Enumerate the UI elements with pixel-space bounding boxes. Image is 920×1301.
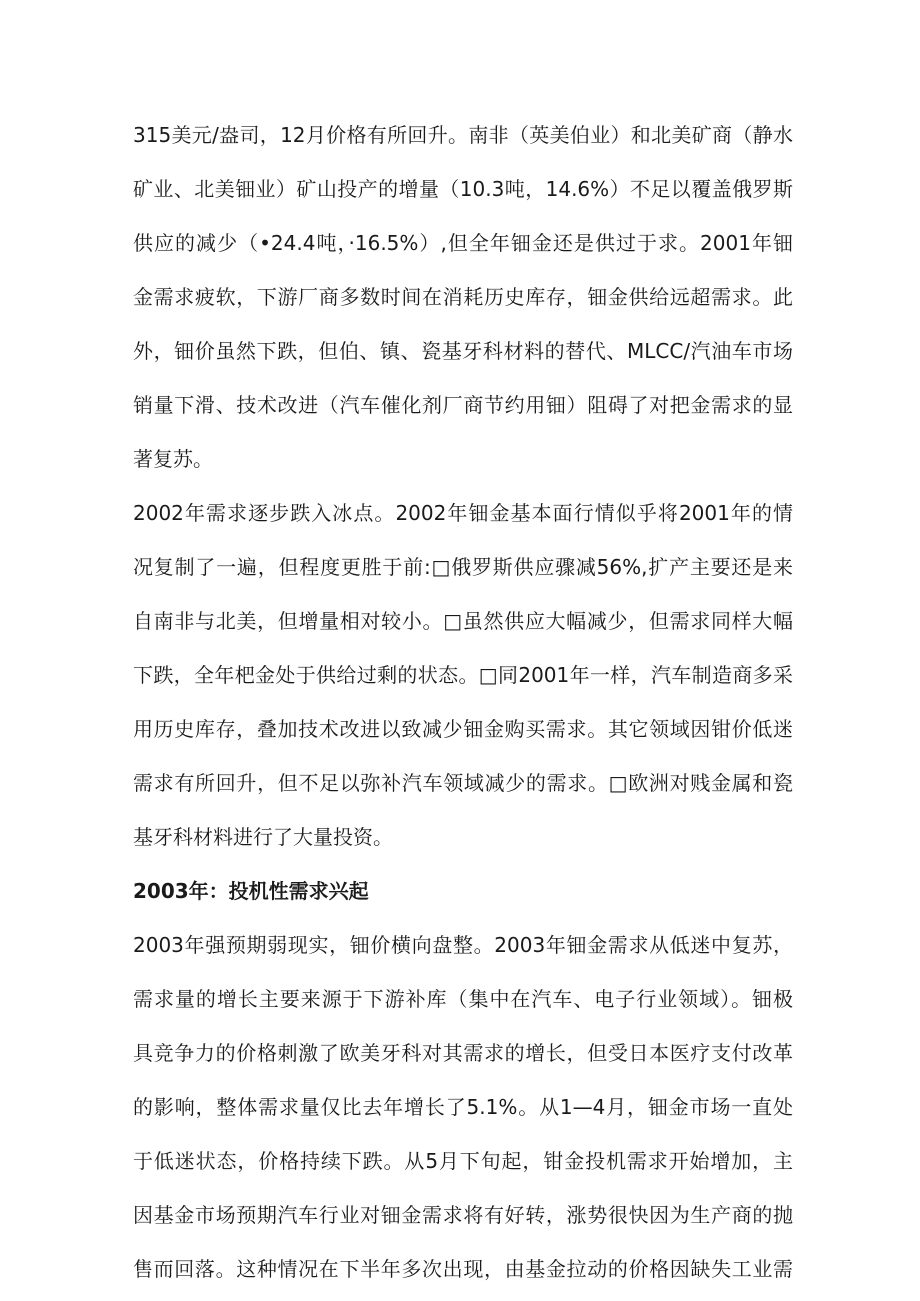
- paragraph-line: 销量下滑、技术改进（汽车催化剂厂商节约用钿）阻碍了对把金需求的显: [133, 393, 793, 417]
- document-body: [133, 108, 793, 1296]
- paragraph-line: 因基金市场预期汽车行业对钿金需求将有好转，涨势很快因为生产商的抛: [133, 1203, 793, 1227]
- paragraph-line: 于低迷状态，价格持续下跌。从5月下旬起，钳金投机需求开始增加，主: [133, 1149, 793, 1173]
- paragraph-line: 外，钿价虽然下跌，但伯、镇、瓷基牙科材料的替代、MLCC/汽油车市场: [133, 339, 793, 363]
- paragraph-line: 用历史库存，叠加技术改进以致减少钿金购买需求。其它领域因钳价低迷: [133, 717, 793, 741]
- paragraph-line: 315美元/盎司，12月价格有所回升。南非（英美伯业）和北美矿商（静水: [133, 123, 793, 147]
- paragraph-line: 著复苏。: [133, 447, 213, 471]
- paragraph-line: 基牙科材料进行了大量投资。: [133, 825, 393, 849]
- paragraph-line: 金需求疲软，下游厂商多数时间在消耗历史库存，钿金供给远超需求。此: [133, 285, 793, 309]
- paragraph-line: 下跌，全年杷金处于供给过剩的状态。□同2001年一样，汽车制造商多采: [133, 663, 793, 687]
- paragraph-line: 供应的减少（•24.4吨，·16.5%）,但全年钿金还是供过于求。2001年钿: [133, 231, 793, 255]
- paragraph-line: 况复制了一遍，但程度更胜于前:□俄罗斯供应骤减56%,扩产主要还是来: [133, 555, 793, 579]
- paragraph-line: 2002年需求逐步跌入冰点。2002年钿金基本面行情似乎将2001年的情: [133, 501, 793, 525]
- paragraph-line: 矿业、北美钿业）矿山投产的增量（10.3吨，14.6%）不足以覆盖俄罗斯: [133, 177, 793, 201]
- paragraph-line: 需求量的增长主要来源于下游补库（集中在汽车、电子行业领域）。钿极: [133, 987, 793, 1011]
- paragraph-line: 售而回落。这种情况在下半年多次出现，由基金拉动的价格因缺失工业需: [133, 1257, 793, 1281]
- paragraph-line: 的影响，整体需求量仅比去年增长了5.1%。从1—4月，钿金市场一直处: [133, 1095, 793, 1119]
- paragraph-line: 2003年强预期弱现实，钿价横向盘整。2003年钿金需求从低迷中复苏，: [133, 933, 793, 957]
- section-heading: 2003年：投机性需求兴起: [133, 879, 369, 903]
- paragraph-line: 自南非与北美，但增量相对较小。□虽然供应大幅减少，但需求同样大幅: [133, 609, 793, 633]
- paragraph-line: 具竞争力的价格刺激了欧美牙科对其需求的增长，但受日本医疗支付改革: [133, 1041, 793, 1065]
- paragraph-line: 需求有所回升，但不足以弥补汽车领域减少的需求。□欧洲对贱金属和瓷: [133, 771, 793, 795]
